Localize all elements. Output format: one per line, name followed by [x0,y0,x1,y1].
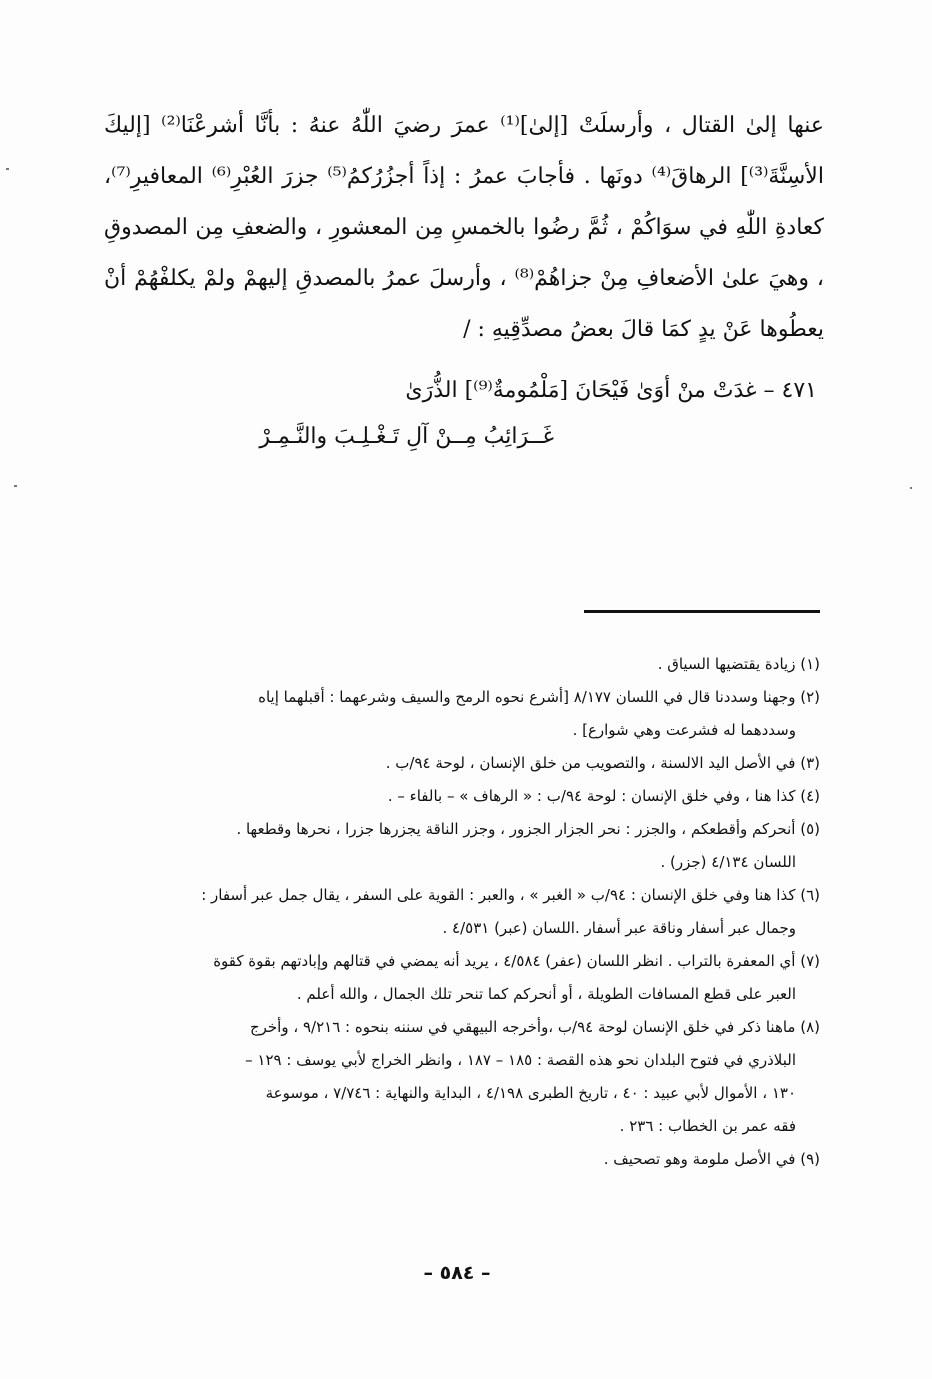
footnote-text: (١) زيادة يقتضيها السياق . [657,655,820,673]
paragraph-text: عنها إلىٰ القتال ، وأرسلَتْ [إلىٰ]⁽¹⁾ عمرَ رضيَ اللّٰهُ عنهُ : بأنَّا أشرعْنَا⁽²⁾ [إليكَ الأسِنَّةَ⁽³⁾] الرهاقَ⁽⁴⁾ دونَها . فأجابَ عمرُ : إذاً أجزُرُكمُ⁽⁵⁾ جزرَ العُبْرِ⁽⁶⁾ المعافيرِ⁽⁷⁾، كعادةِ اللّٰهِ في سوَاكُمْ ، ثُمَّ رضُوا بالخمسِ مِن المعشورِ ، والضعفِ مِن المصدوقِ ، وهيَ علىٰ الأضعافِ مِنْ جزاهُمْ⁽⁸⁾ ، وأرسلَ عمرُ بالمصدقِ إليهمْ ولمْ يكلفْهُمْ أنْ يعطُوها عَنْ يدٍ كمَا قالَ بعضُ مصدِّقِيهِ : / [104,113,824,342]
footnote-5 [110,813,820,879]
page-number: – ٥٨٤ – [423,1262,491,1284]
footnote-9 [110,1143,820,1176]
footnote-1 [110,648,820,681]
footnote-continuation: البلاذري في فتوح البلدان نحو هذه القصة : ١٨٥ – ١٨٧ ، وانظر الخراج لأبي يوسف : ١٢٩ – [245,1051,796,1069]
footnotes [110,648,820,1176]
footnote-text: ١٣٠ ، الأموال لأبي عبيد : ٤٠ ، تاريخ الطبرى ٤/١٩٨ ، البداية والنهاية : ٧/٧٤٦ ، موسوعة [265,1084,796,1102]
verse-line-1: ٤٧١ – غدَتْ منْ أوَىٰ فَيْحَانَ [مَلْمُومةٌ⁽⁹⁾] الذُّرَىٰ [405,378,817,403]
footnote-continuation: وسددهما له فشرعت وهي شوارع] . [572,721,796,739]
footnote-separator [584,610,820,613]
footnote-text: (٩) في الأصل ملومة وهو تصحيف . [603,1150,820,1168]
footnote-continuation: اللسان ٤/١٣٤ (جزر) . [660,853,796,871]
footnote-8 [110,1011,820,1077]
footnote-3 [110,747,820,780]
footnote-text: (٣) في الأصل اليد الالسنة ، والتصويب من خلق الإنسان ، لوحة ٩٤/ب . [385,754,820,772]
footnote-2 [110,681,820,747]
scan-artifact [14,485,17,487]
footnote-text: (٧) أي المعفرة بالتراب . انظر اللسان (عفر) ٤/٥٨٤ ، يريد أنه يمضي في قتالهم وإبادتهم بقوة كقوة [213,952,820,970]
footnote-continuation: العبر على قطع المسافات الطويلة ، أو أنحركم كما تنحر تلك الجمال ، والله أعلم . [296,985,796,1003]
scan-artifact [910,487,912,489]
footnote-text: (٦) كذا هنا وفي خلق الإنسان : ٩٤/ب « الغبر » ، والعبر : القوية على السفر ، يقال جمل عبر أسفار : [201,886,820,904]
footnote-continuation: وجمال عبر أسفار وناقة عبر أسفار .اللسان (عبر) ٤/٥٣١ . [442,919,796,937]
main-paragraph [104,100,824,355]
footnote-text: (٢) وجهنا وسددنا قال في اللسان ٨/١٧٧ [أشرع نحوه الرمح والسيف وشرعهما : أقبلهما إياه [258,688,820,706]
footnote-continuation: فقه عمر بن الخطاب : ٢٣٦ . [619,1117,796,1135]
footnote-text: (٥) أنحركم وأقطعكم ، والجزر : نحر الجزار الجزور ، وجزر الناقة يجزرها جزرا ، نحرها وقطعها . [236,820,820,838]
scan-artifact [6,168,9,170]
footnote-text: (٨) ماهنا ذكر في خلق الإنسان لوحة ٩٤/ب ،وأخرجه البيهقي في سننه بنحوه : ٩/٢١٦ ، وأخرج [249,1018,820,1036]
footnote-8-continued [110,1077,820,1143]
footnote-text: (٤) كذا هنا ، وفي خلق الإنسان : لوحة ٩٤/ب : « الرهاف » – بالفاء – . [387,787,820,805]
footnote-7 [110,945,820,1011]
verse-line-2: غَــرَائِبُ مِــنْ آلِ تَـغْـلِـبَ والنَّـمِـرْ [259,424,554,449]
footnote-6 [110,879,820,945]
footnote-4 [110,780,820,813]
